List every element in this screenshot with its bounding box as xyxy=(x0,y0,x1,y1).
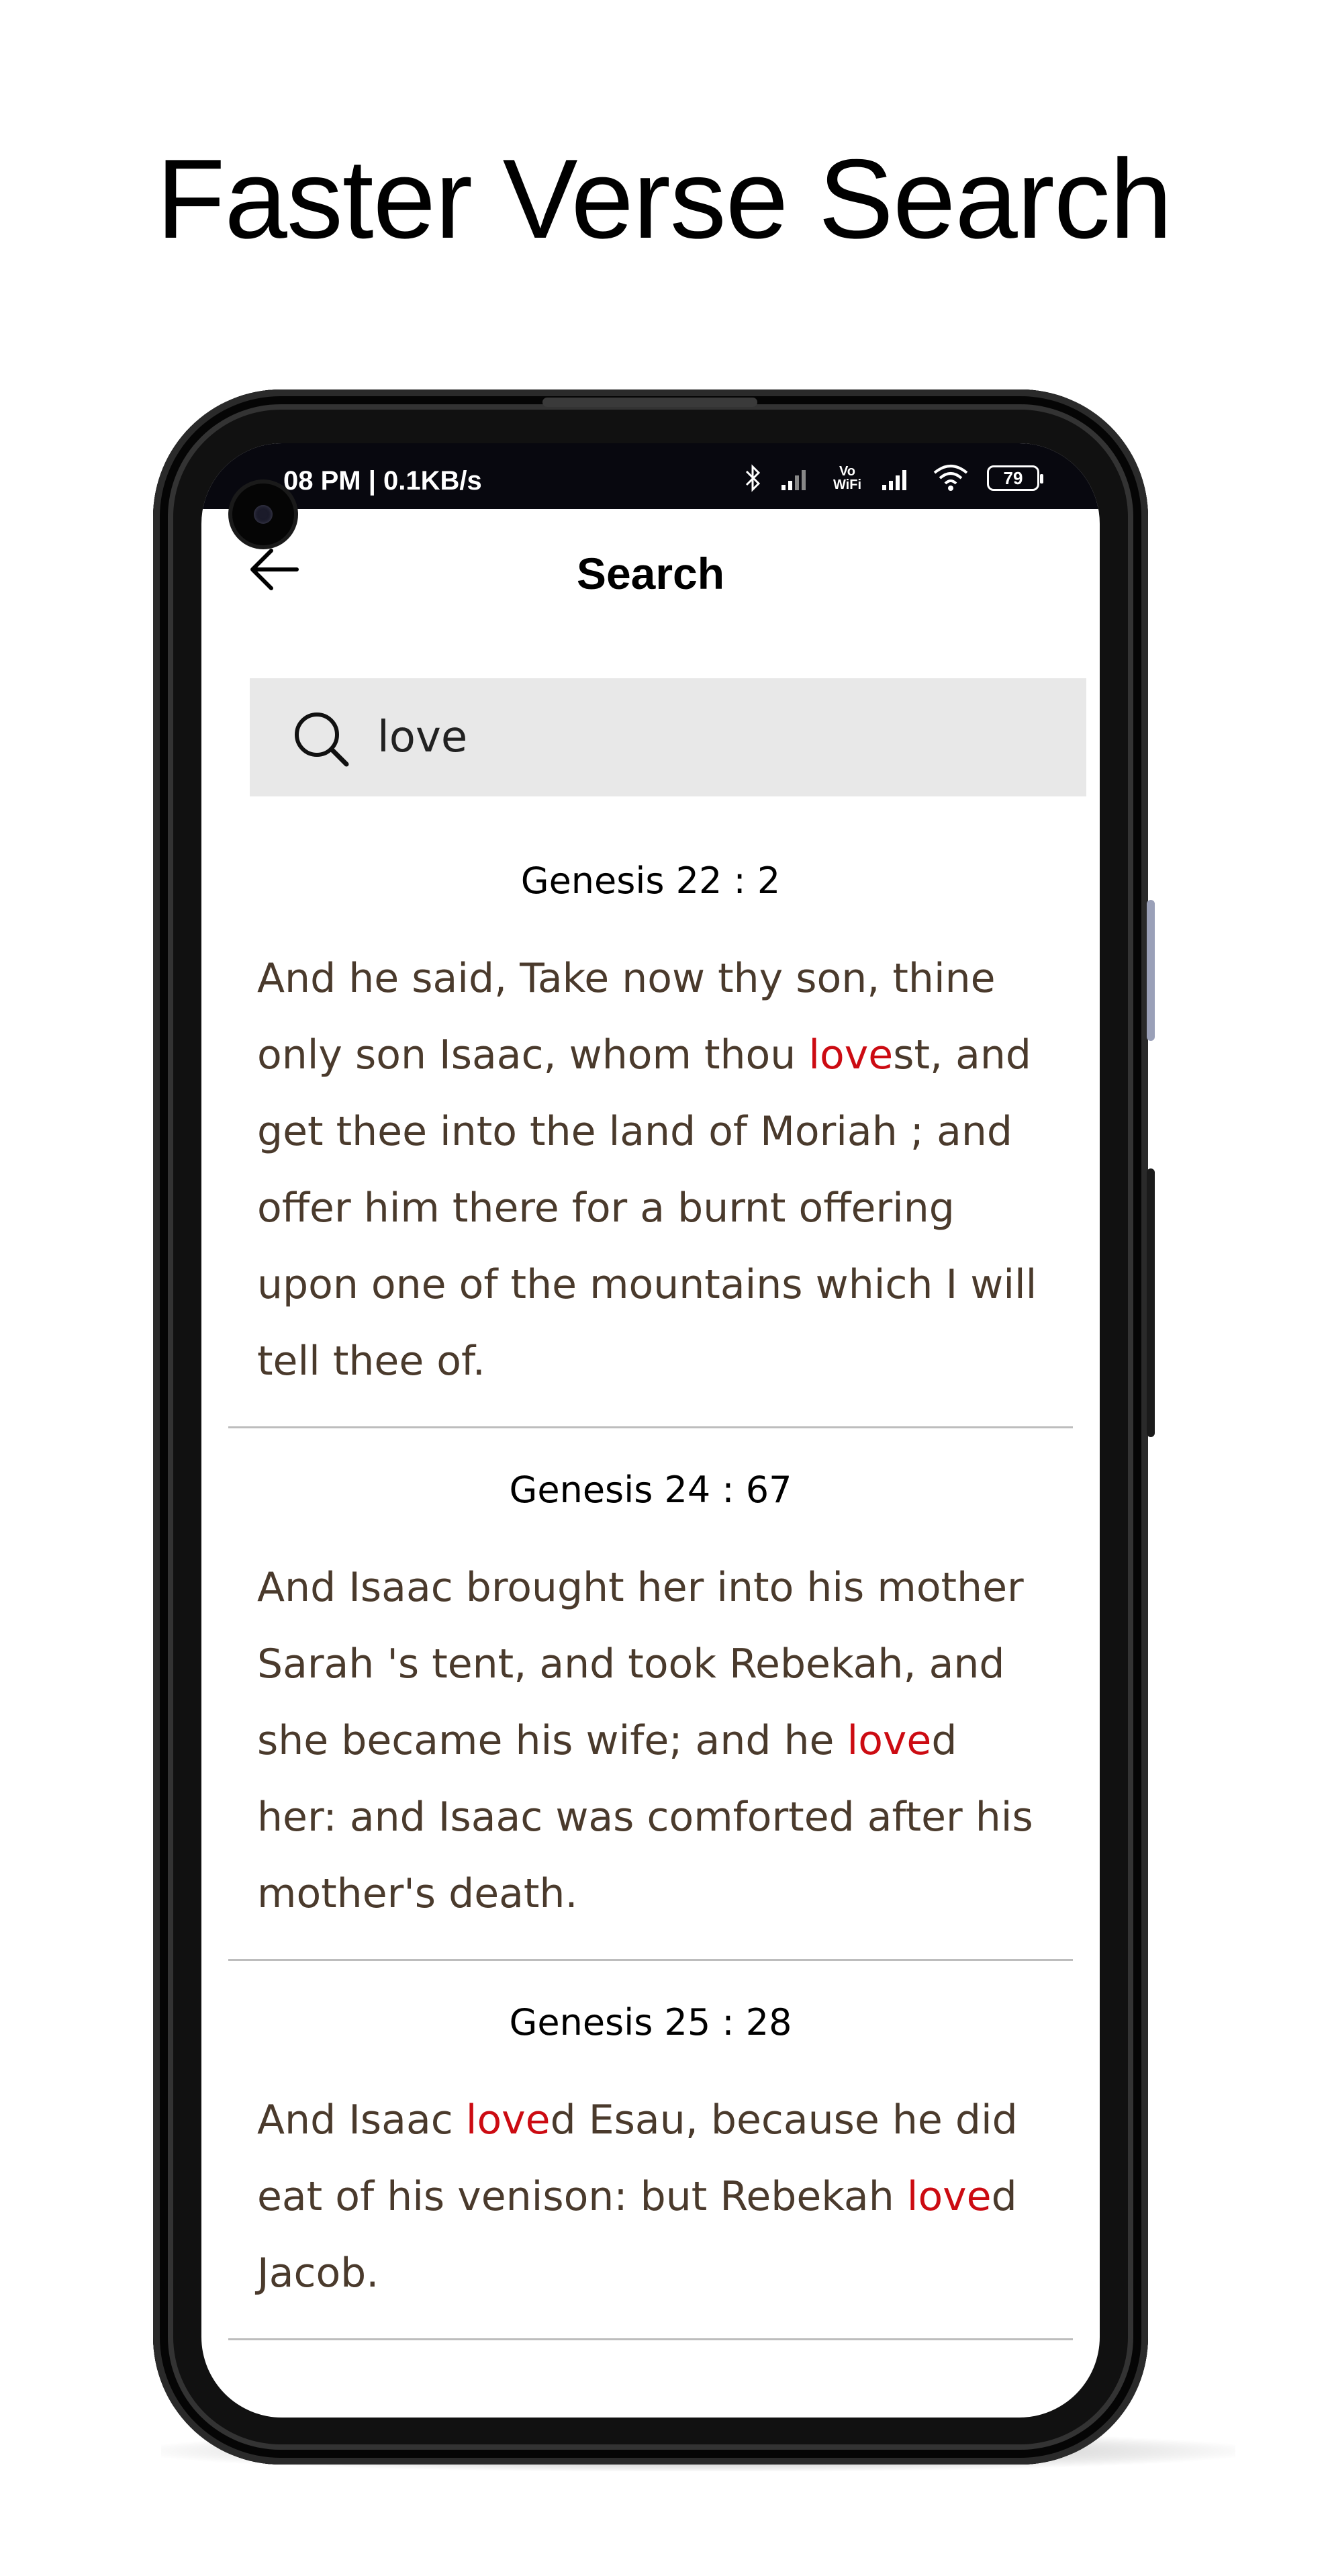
verse-reference: Genesis 24 : 67 xyxy=(509,1469,792,1511)
verse-text xyxy=(228,2048,1073,2338)
phone-frame xyxy=(153,389,1148,2465)
phone-screen xyxy=(201,443,1100,2418)
verse-reference: Genesis 25 : 28 xyxy=(509,2001,792,2043)
highlighted-match: love xyxy=(465,2097,551,2144)
verse-text-part: d Jacob. xyxy=(257,2173,1017,2297)
volume-button xyxy=(1147,900,1155,1041)
verse-text-part: And Isaac xyxy=(257,2097,466,2144)
page-title: Search xyxy=(576,549,725,598)
signal-2-icon xyxy=(881,465,914,492)
highlighted-match: love xyxy=(808,1031,894,1078)
verse-text xyxy=(228,1516,1073,1959)
search-icon xyxy=(290,708,352,770)
search-bar[interactable] xyxy=(250,678,1086,796)
highlighted-match: love xyxy=(906,2173,992,2220)
verse-text xyxy=(228,907,1073,1426)
results-list xyxy=(201,819,1100,2340)
verse-text-part: And he said, Take now thy son, thine only son Isaac, whom thou xyxy=(257,955,996,1078)
battery-level: 79 xyxy=(1003,467,1023,488)
power-button xyxy=(1147,1168,1155,1437)
status-icons xyxy=(743,463,1039,493)
status-time-speed: 08 PM | 0.1KB/s xyxy=(283,466,482,496)
verse-text-part: And Isaac brought her into his mother Sarah 's tent, and took Rebekah, and she became his wife; and he xyxy=(257,1564,1024,1764)
promo-headline: Faster Verse Search xyxy=(156,136,1172,262)
result-item[interactable] xyxy=(228,819,1073,1428)
verse-reference: Genesis 22 : 2 xyxy=(520,860,781,902)
highlighted-match: love xyxy=(847,1717,932,1764)
verse-text-part: d Esau, because he did eat of his venison: but Rebekah xyxy=(257,2097,1018,2220)
result-item[interactable] xyxy=(228,1961,1073,2340)
vowifi-label: Vo WiFi xyxy=(833,464,862,492)
earpiece-speaker xyxy=(542,398,757,407)
status-bar xyxy=(201,443,1100,509)
verse-text-part: d her: and Isaac was comforted after his mother's death. xyxy=(257,1717,1033,1917)
result-item[interactable] xyxy=(228,1428,1073,1961)
signal-1-icon xyxy=(780,465,814,492)
search-input[interactable] xyxy=(377,705,1049,770)
verse-text-part: st, and get thee into the land of Moriah ; and offer him there for a burnt offering upon one of the mountains which I will tell thee of. xyxy=(257,1031,1037,1385)
wifi-icon xyxy=(932,463,969,493)
bluetooth-icon xyxy=(743,463,763,493)
battery-icon xyxy=(987,465,1039,491)
app-bar xyxy=(201,509,1100,623)
